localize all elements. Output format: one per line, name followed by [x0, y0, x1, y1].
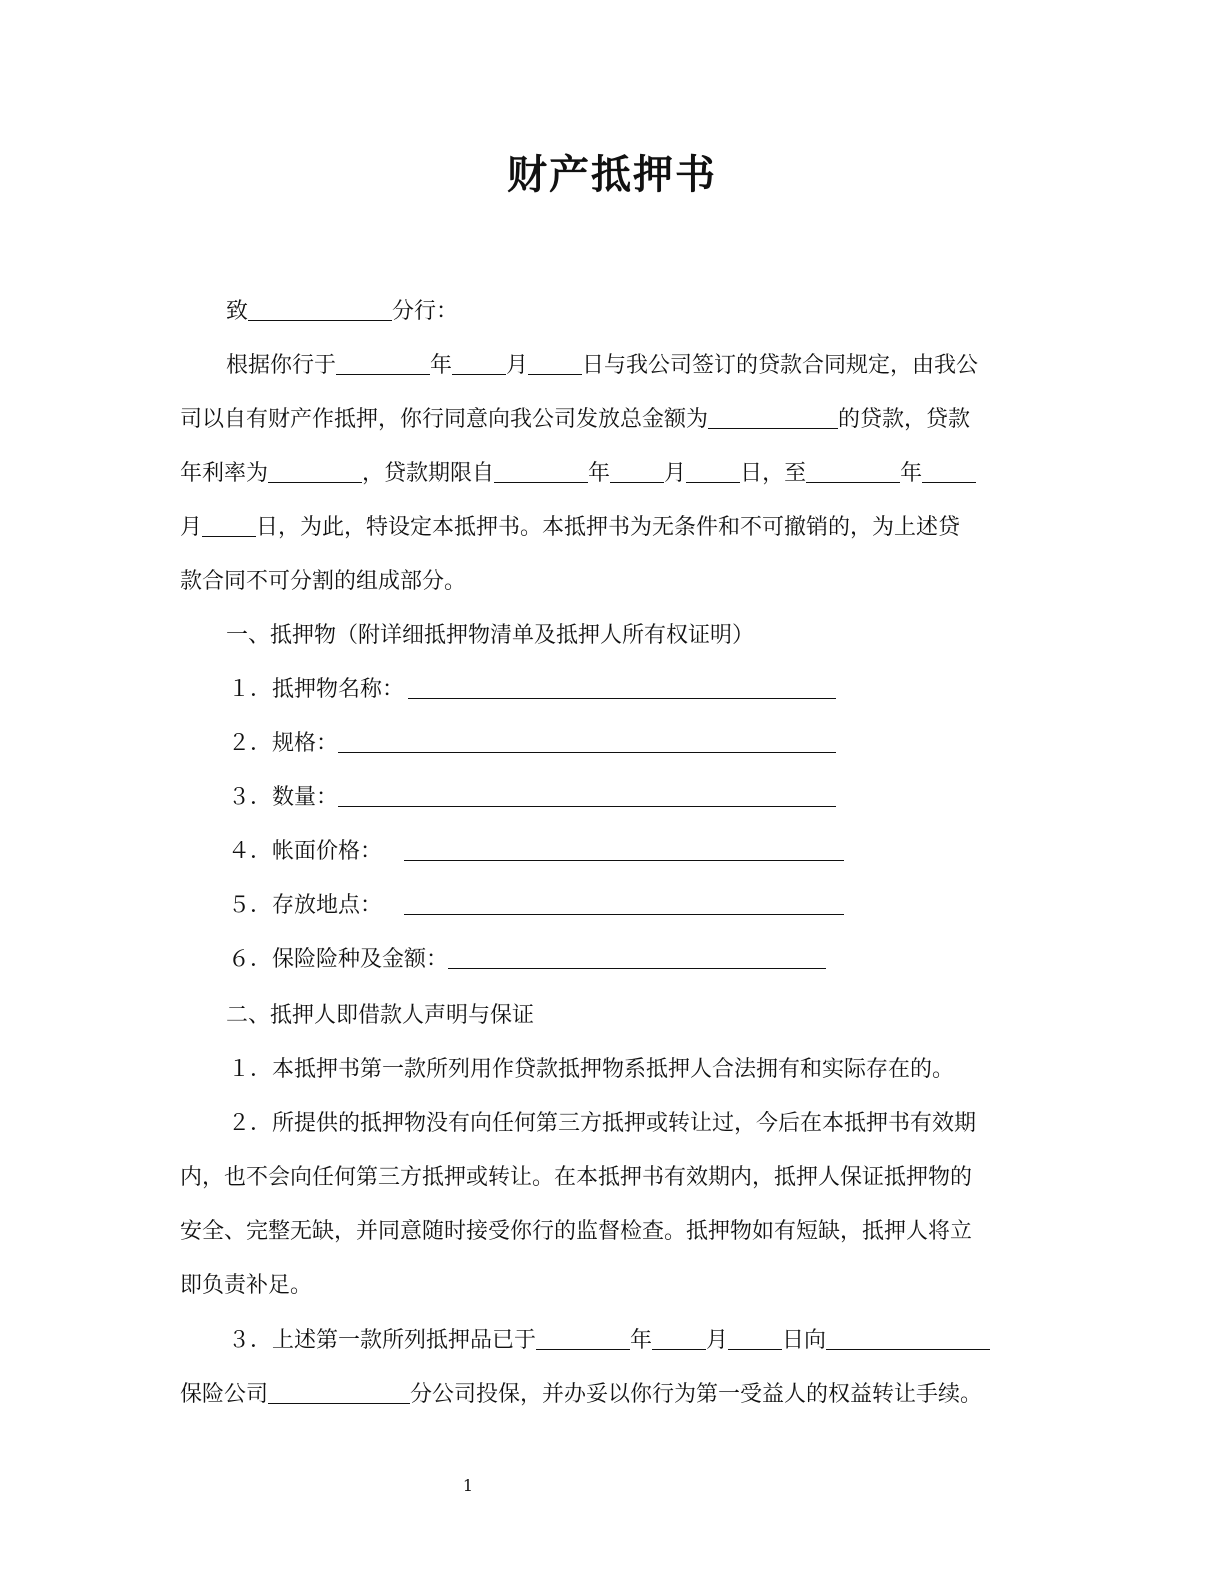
item-number: ２．	[228, 731, 273, 756]
section2-clause-3-line-1	[228, 1326, 990, 1356]
item-label: 保险险种及金额：	[272, 947, 449, 972]
page-number: 1	[462, 1476, 474, 1495]
item-number: ５．	[228, 893, 273, 918]
collateral-item	[228, 675, 836, 705]
item-label: 帐面价格：	[272, 839, 383, 864]
clause-text: 日向	[782, 1328, 827, 1353]
intro-line-3	[180, 459, 976, 489]
document-title: 财产抵押书	[507, 152, 717, 198]
intro-text: ，贷款期限自	[362, 461, 495, 486]
item-label: 存放地点：	[272, 893, 383, 918]
collateral-location-blank[interactable]	[404, 892, 844, 915]
section2-clause-3-line-2	[180, 1380, 982, 1410]
intro-text: 年	[588, 461, 611, 486]
insured-year-blank[interactable]	[536, 1327, 630, 1350]
end-year-blank[interactable]	[806, 460, 900, 483]
clause-text: 保险公司	[180, 1382, 269, 1407]
intro-text: 月	[180, 515, 203, 540]
collateral-item	[228, 837, 844, 867]
clause-text: 年	[630, 1328, 653, 1353]
collateral-item	[228, 945, 826, 975]
intro-text: 月	[506, 353, 529, 378]
insurer-blank[interactable]	[826, 1327, 990, 1350]
intro-line-2	[180, 405, 970, 435]
item-number: ４．	[228, 839, 273, 864]
intro-line-1	[226, 351, 978, 381]
collateral-name-blank[interactable]	[408, 676, 836, 699]
section2-heading: 二、抵押人即借款人声明与保证	[226, 1003, 535, 1028]
insured-month-blank[interactable]	[652, 1327, 706, 1350]
clause-text: ３．上述第一款所列抵押品已于	[228, 1328, 537, 1353]
contract-month-blank[interactable]	[452, 352, 506, 375]
interest-rate-blank[interactable]	[268, 460, 362, 483]
start-year-blank[interactable]	[494, 460, 588, 483]
item-label: 抵押物名称：	[272, 677, 405, 702]
intro-text: 日与我公司签订的贷款合同规定，由我公	[582, 353, 979, 378]
section2-clause-2-line-1: ２．所提供的抵押物没有向任何第三方抵押或转让过，今后在本抵押书有效期	[228, 1111, 977, 1136]
salutation-to: 致	[226, 299, 249, 324]
intro-text: 年	[900, 461, 923, 486]
item-number: ３．	[228, 785, 273, 810]
clause-text: 分公司投保，并办妥以你行为第一受益人的权益转让手续。	[410, 1382, 983, 1407]
item-label: 数量：	[272, 785, 339, 810]
clause-text: 月	[706, 1328, 729, 1353]
section2-clause-2-line-3: 安全、完整无缺，并同意随时接受你行的监督检查。抵押物如有短缺，抵押人将立	[180, 1219, 973, 1244]
intro-text: 司以自有财产作抵押，你行同意向我公司发放总金额为	[180, 407, 709, 432]
intro-text: 日，为此，特设定本抵押书。本抵押书为无条件和不可撤销的，为上述贷	[256, 515, 961, 540]
salutation-branch: 分行：	[392, 299, 459, 324]
section1-heading: 一、抵押物（附详细抵押物清单及抵押人所有权证明）	[226, 623, 755, 648]
intro-text: 年利率为	[180, 461, 269, 486]
item-number: １．	[228, 677, 273, 702]
section2-clause-2-line-2: 内，也不会向任何第三方抵押或转让。在本抵押书有效期内，抵押人保证抵押物的	[180, 1165, 973, 1190]
intro-text: 月	[664, 461, 687, 486]
intro-text: 年	[430, 353, 453, 378]
collateral-item	[228, 729, 836, 759]
item-number: ６．	[228, 947, 273, 972]
insurer-branch-blank[interactable]	[268, 1381, 410, 1404]
collateral-item	[228, 783, 836, 813]
collateral-spec-blank[interactable]	[338, 730, 836, 753]
intro-text: 根据你行于	[226, 353, 337, 378]
contract-year-blank[interactable]	[336, 352, 430, 375]
contract-day-blank[interactable]	[528, 352, 582, 375]
loan-amount-blank[interactable]	[708, 406, 838, 429]
start-day-blank[interactable]	[686, 460, 740, 483]
collateral-insurance-blank[interactable]	[448, 946, 826, 969]
intro-line-5: 款合同不可分割的组成部分。	[180, 569, 467, 594]
section2-clause-1: １．本抵押书第一款所列用作贷款抵押物系抵押人合法拥有和实际存在的。	[228, 1057, 955, 1082]
end-day-blank[interactable]	[202, 514, 256, 537]
insured-day-blank[interactable]	[728, 1327, 782, 1350]
collateral-quantity-blank[interactable]	[338, 784, 836, 807]
branch-blank[interactable]	[248, 298, 392, 321]
intro-text: 的贷款，贷款	[838, 407, 971, 432]
salutation-line	[226, 297, 458, 327]
start-month-blank[interactable]	[610, 460, 664, 483]
intro-text: 日，至	[740, 461, 807, 486]
item-label: 规格：	[272, 731, 339, 756]
end-month-blank[interactable]	[922, 460, 976, 483]
collateral-book-value-blank[interactable]	[404, 838, 844, 861]
collateral-item	[228, 891, 844, 921]
section2-clause-2-line-4: 即负责补足。	[180, 1273, 313, 1298]
intro-line-4	[180, 513, 960, 543]
